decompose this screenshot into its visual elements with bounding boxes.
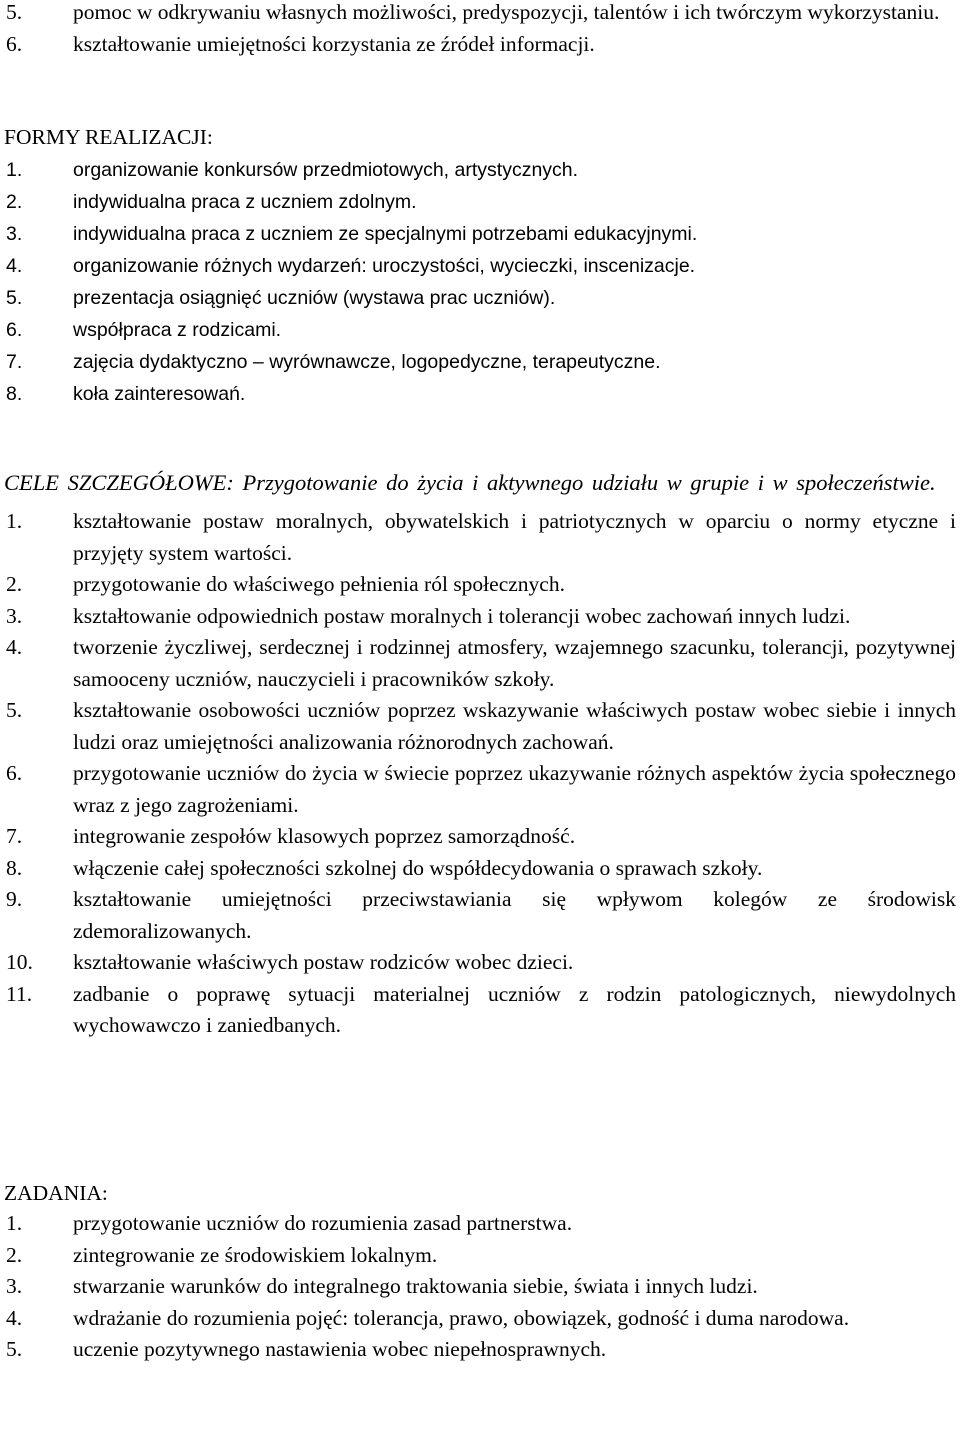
item-text: kształtowanie osobowości uczniów poprzez wskazywanie właściwych postaw wobec siebie i innych ludzi oraz umiejętności analizowania różnorodnych zachowań. xyxy=(73,698,956,754)
item-text: koła zainteresowań. xyxy=(73,383,246,405)
item-text: indywidualna praca z uczniem ze specjalnymi potrzebami edukacyjnymi. xyxy=(73,223,698,245)
list-item xyxy=(6,632,956,695)
item-text: kształtowanie umiejętności przeciwstawiania się wpływom kolegów ze środowisk zdemoralizowanych. xyxy=(73,887,956,943)
item-number: 3. xyxy=(6,223,23,245)
item-number: 3. xyxy=(6,603,23,628)
top-list xyxy=(6,0,956,60)
list-item xyxy=(6,1303,956,1335)
item-text: przygotowanie uczniów do rozumienia zasad partnerstwa. xyxy=(73,1211,573,1235)
list-item xyxy=(6,1208,956,1240)
item-number: 8. xyxy=(6,855,23,880)
item-number: 1. xyxy=(6,509,23,533)
list-item xyxy=(6,947,956,979)
list-item xyxy=(6,154,956,186)
list-item xyxy=(6,1271,956,1303)
item-number: 5. xyxy=(6,0,23,24)
item-text: stwarzanie warunków do integralnego traktowania siebie, świata i innych ludzi. xyxy=(73,1274,758,1298)
item-text: uczenie pozytywnego nastawienia wobec niepełnosprawnych. xyxy=(73,1337,607,1361)
item-text: prezentacja osiągnięć uczniów (wystawa prac uczniów). xyxy=(73,287,556,309)
cele-subtitle: Przygotowanie do życia i aktywnego udziału w grupie i w społeczeństwie. xyxy=(242,469,936,495)
list-item xyxy=(6,884,956,947)
item-number: 6. xyxy=(6,31,23,56)
list-item xyxy=(6,0,956,29)
item-text: organizowanie różnych wydarzeń: uroczystości, wycieczki, inscenizacje. xyxy=(73,255,696,277)
item-text: organizowanie konkursów przedmiotowych, artystycznych. xyxy=(73,159,579,181)
item-number: 5. xyxy=(6,698,23,722)
list-item xyxy=(6,979,956,1042)
list-item xyxy=(6,186,956,218)
item-text: przygotowanie do właściwego pełnienia ról społecznych. xyxy=(73,572,565,596)
item-text: włączenie całej społeczności szkolnej do współdecydowania o sprawach szkoły. xyxy=(73,855,763,880)
item-number: 5. xyxy=(6,287,23,309)
item-text: kształtowanie odpowiednich postaw moralnych i tolerancji wobec zachowań innych ludzi. xyxy=(73,603,851,628)
item-number: 8. xyxy=(6,383,23,405)
item-number: 10. xyxy=(6,950,33,974)
list-item xyxy=(6,506,956,569)
item-number: 3. xyxy=(6,1274,23,1298)
list-item xyxy=(6,218,956,250)
item-number: 2. xyxy=(6,191,23,213)
list-item xyxy=(6,758,956,821)
item-text: zajęcia dydaktyczno – wyrównawcze, logopedyczne, terapeutyczne. xyxy=(73,351,661,373)
item-text: integrowanie zespołów klasowych poprzez samorządność. xyxy=(73,824,576,848)
item-number: 6. xyxy=(6,319,23,341)
item-text: kształtowanie właściwych postaw rodziców wobec dzieci. xyxy=(73,950,574,974)
item-number: 4. xyxy=(6,1305,23,1330)
item-text: zintegrowanie ze środowiskiem lokalnym. xyxy=(73,1242,438,1267)
list-item xyxy=(6,1240,956,1272)
item-number: 9. xyxy=(6,887,23,911)
item-text: wdrażanie do rozumienia pojęć: tolerancja, prawo, obowiązek, godność i duma narodowa. xyxy=(73,1305,850,1330)
list-item xyxy=(6,569,956,601)
item-text: współpraca z rodzicami. xyxy=(73,319,282,341)
list-item xyxy=(6,1334,956,1366)
list-item xyxy=(6,314,956,346)
item-text: indywidualna praca z uczniem zdolnym. xyxy=(73,191,417,213)
item-text: przygotowanie uczniów do życia w świecie poprzez ukazywanie różnych aspektów życia społecznego wraz z jego zagrożeniami. xyxy=(73,761,956,817)
item-number: 5. xyxy=(6,1337,23,1361)
item-number: 1. xyxy=(6,159,23,181)
list-item xyxy=(6,29,956,61)
list-item xyxy=(6,282,956,314)
zadania-list xyxy=(6,1208,956,1366)
list-item xyxy=(6,346,956,378)
item-number: 7. xyxy=(6,824,23,848)
formy-heading: FORMY REALIZACJI: xyxy=(4,125,213,149)
cele-list xyxy=(6,506,956,1042)
item-number: 11. xyxy=(6,981,33,1006)
item-text: tworzenie życzliwej, serdecznej i rodzinnej atmosfery, wzajemnego szacunku, tolerancji, pozytywnej samooceny uczniów, nauczycieli i pracowników szkoły. xyxy=(73,635,956,691)
item-number: 7. xyxy=(6,351,23,373)
list-item xyxy=(6,695,956,758)
list-item xyxy=(6,853,956,885)
item-text: kształtowanie postaw moralnych, obywatelskich i patriotycznych w oparciu o normy etyczne i przyjęty system wartości. xyxy=(73,509,956,565)
item-number: 2. xyxy=(6,572,23,596)
list-item xyxy=(6,250,956,282)
formy-list xyxy=(6,154,956,410)
cele-heading-paragraph xyxy=(4,468,958,498)
zadania-heading: ZADANIA: xyxy=(4,1181,108,1205)
list-item xyxy=(6,378,956,410)
item-text: zadbanie o poprawę sytuacji materialnej uczniów z rodzin patologicznych, niewydolnych wychowawczo i zaniedbanych. xyxy=(73,981,956,1037)
item-number: 6. xyxy=(6,761,23,785)
item-number: 4. xyxy=(6,635,23,659)
item-number: 4. xyxy=(6,255,23,277)
item-number: 2. xyxy=(6,1242,23,1267)
item-text: pomoc w odkrywaniu własnych możliwości, predyspozycji, talentów i ich twórczym wykorzystaniu. xyxy=(73,0,940,24)
item-text: kształtowanie umiejętności korzystania ze źródeł informacji. xyxy=(73,31,595,56)
cele-heading: CELE SZCZEGÓŁOWE: xyxy=(4,469,234,495)
list-item xyxy=(6,601,956,633)
list-item xyxy=(6,821,956,853)
item-number: 1. xyxy=(6,1211,23,1235)
